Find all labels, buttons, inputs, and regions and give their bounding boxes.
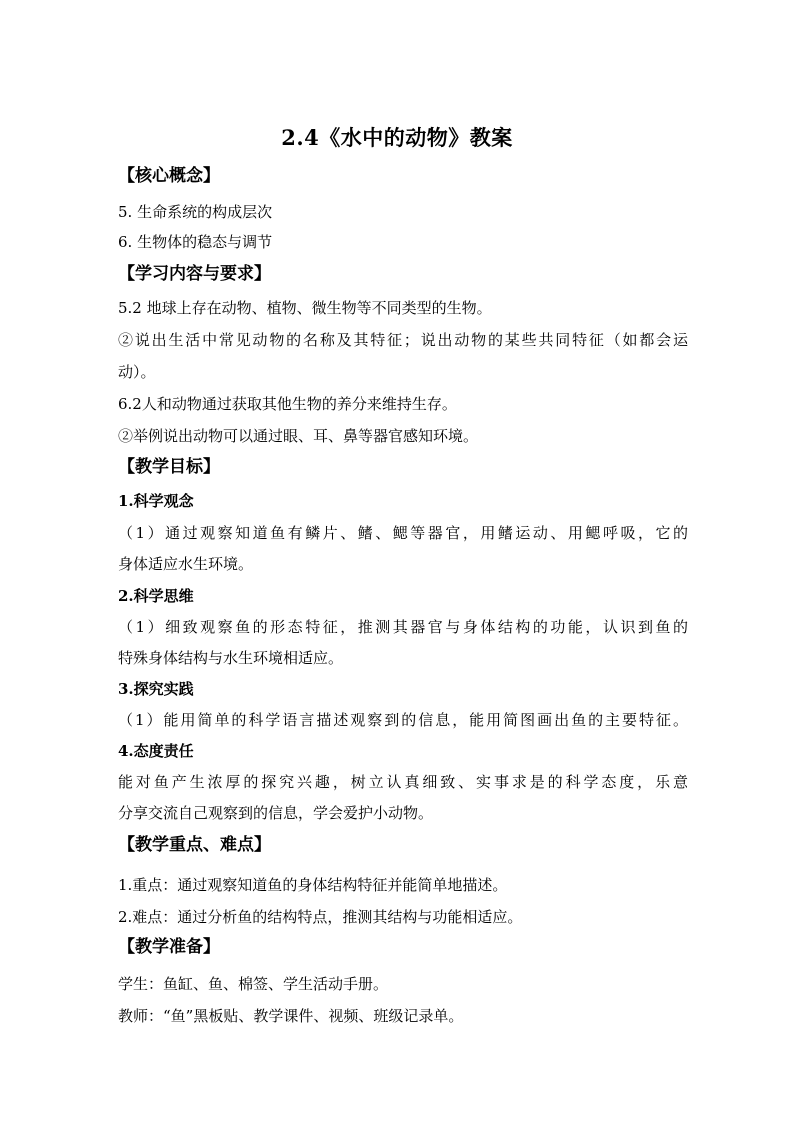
goal-line: （1）通过观察知道鱼有鳞片、鳍、鳃等器官，用鳍运动、用鳃呼吸，它的 — [118, 524, 688, 542]
learning-content-line: 5.2 地球上存在动物、植物、微生物等不同类型的生物。 — [118, 299, 492, 317]
goal-label-science-concept: 1.科学观念 — [118, 492, 194, 510]
heading-core-concepts: 【核心概念】 — [118, 166, 220, 186]
goal-line: 身体适应水生环境。 — [118, 555, 254, 573]
goal-line: （1）细致观察鱼的形态特征，推测其器官与身体结构的功能，认识到鱼的 — [118, 618, 688, 636]
heading-learning-content: 【学习内容与要求】 — [118, 264, 271, 284]
goal-line: 特殊身体结构与水生环境相适应。 — [118, 649, 344, 667]
goal-line: 能对鱼产生浓厚的探究兴趣，树立认真细致、实事求是的科学态度，乐意 — [118, 773, 688, 791]
goal-label-science-thinking: 2.科学思维 — [118, 587, 194, 605]
goal-label-inquiry-practice: 3.探究实践 — [118, 680, 194, 698]
preparation-item: 教师：“鱼”黑板贴、教学课件、视频、班级记录单。 — [118, 1007, 464, 1025]
document-title: 2.4《水中的动物》教案 — [281, 125, 513, 150]
learning-content-line: 动）。 — [118, 363, 156, 381]
key-point-item: 2.难点：通过分析鱼的结构特点，推测其结构与功能相适应。 — [118, 908, 523, 926]
learning-content-line: ②说出生活中常见动物的名称及其特征；说出动物的某些共同特征（如都会运 — [118, 331, 688, 349]
learning-content-line: 6.2人和动物通过获取其他生物的养分来维持生存。 — [118, 395, 457, 413]
heading-preparation: 【教学准备】 — [118, 937, 220, 957]
goal-line: （1）能用简单的科学语言描述观察到的信息，能用简图画出鱼的主要特征。 — [118, 711, 688, 729]
heading-teaching-goals: 【教学目标】 — [118, 457, 220, 477]
goal-line: 分享交流自己观察到的信息，学会爱护小动物。 — [118, 804, 434, 822]
goal-label-attitude: 4.态度责任 — [118, 742, 194, 760]
core-concept-item: 5. 生命系统的构成层次 — [118, 203, 273, 221]
core-concept-item: 6. 生物体的稳态与调节 — [118, 233, 273, 251]
learning-content-line: ②举例说出动物可以通过眼、耳、鼻等器官感知环境。 — [118, 427, 479, 445]
key-point-item: 1.重点：通过观察知道鱼的身体结构特征并能简单地描述。 — [118, 876, 508, 894]
heading-key-points: 【教学重点、难点】 — [118, 835, 271, 855]
preparation-item: 学生：鱼缸、鱼、棉签、学生活动手册。 — [118, 975, 389, 993]
